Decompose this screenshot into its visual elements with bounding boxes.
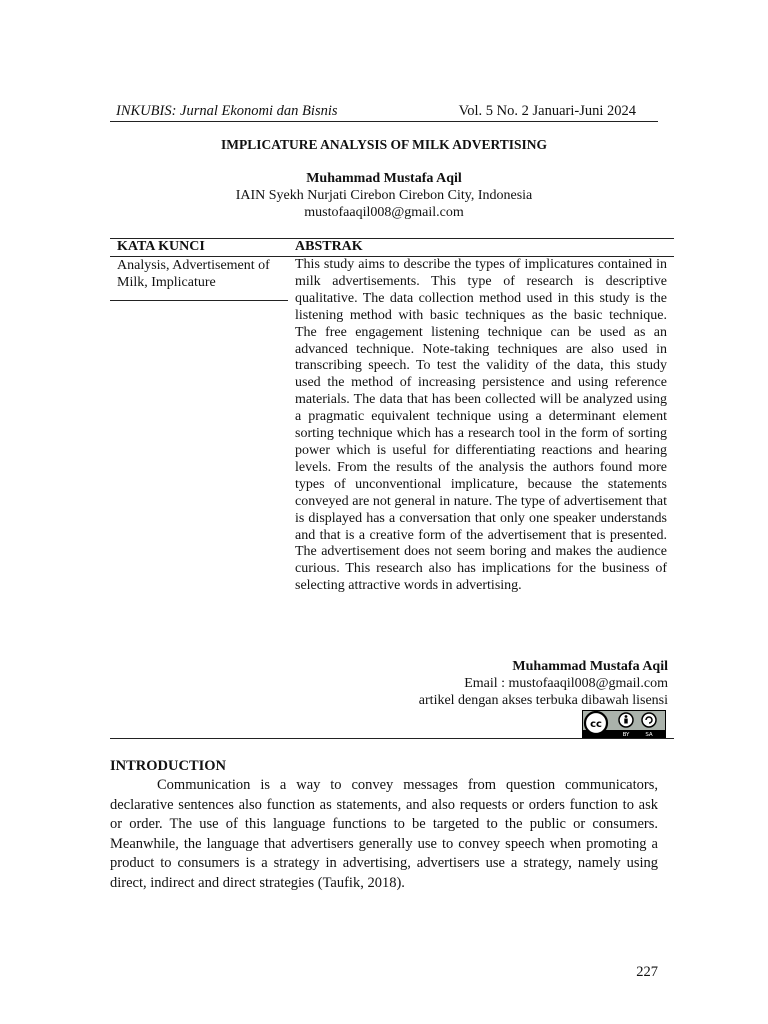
- introduction-heading: INTRODUCTION: [110, 758, 227, 774]
- license-rule: [110, 738, 674, 739]
- page-number: 227: [636, 964, 658, 980]
- article-title: IMPLICATURE ANALYSIS OF MILK ADVERTISING: [220, 137, 548, 152]
- author-affiliation: IAIN Syekh Nurjati Cirebon Cirebon City, Indonesia: [235, 188, 533, 203]
- correspondence-email: Email : mustofaaqil008@gmail.com: [464, 676, 668, 691]
- keywords-text: Analysis, Advertisement of Milk, Implicature: [117, 258, 270, 290]
- keywords-header: KATA KUNCI: [117, 239, 205, 254]
- abstract-header: ABSTRAK: [295, 239, 363, 254]
- header-rule: [110, 121, 658, 122]
- license-text: artikel dengan akses terbuka dibawah lisensi: [418, 693, 668, 708]
- keywords-rule: [110, 300, 288, 301]
- badge-sa-label: SA: [645, 732, 653, 737]
- cc-badge-graphic: [583, 711, 665, 737]
- journal-name: INKUBIS: Jurnal Ekonomi dan Bisnis: [116, 103, 338, 119]
- author-name: Muhammad Mustafa Aqil: [306, 171, 462, 186]
- svg-text:cc: cc: [590, 719, 602, 730]
- journal-volume: Vol. 5 No. 2 Januari-Juni 2024: [458, 103, 636, 119]
- badge-by-label: BY: [622, 732, 630, 737]
- introduction-paragraph: Communication is a way to convey messages from question communicators, declarative sentences also function as statements, and also requests or orders function to ask or order. The use of this language functions to be targeted to the public or consumers. Meanwhile, the language that advertisers generally use to convey speech when promoting a product to consumers is a strategy in advertising, advertisers use a strategy, namely using direct, indirect and direct strategies (Taufik, 2018).: [110, 777, 658, 891]
- correspondence-name: Muhammad Mustafa Aqil: [512, 659, 668, 674]
- cc-by-sa-icon[interactable]: [582, 710, 666, 738]
- abstract-text: This study aims to describe the types of implicatures contained in milk advertisements. This type of research is descriptive qualitative. The data collection method used in this study is the listening method with basic techniques as the basic technique. The free engagement listening technique can be used as an advanced technique. Note-taking techniques are also used in transcribing speech. To test the validity of the data, this study used the method of increasing persistence and using reference materials. The data that has been collected will be analyzed using a pragmatic equivalent technique using a determinant element sorting technique which has a research tool in the form of sorting power which is useful for differentiating reactions and hearing levels. From the results of the analysis the authors found more types of unconventional implicature, because the statements conveyed are not general in nature. The type of advertisement that is displayed has a conversation that only one speaker understands and that is a creative form of the advertisement that is presented. The advertisement does not seem boring and makes the audience curious. This research also has implications for the business of selecting attractive words in advertising.: [295, 257, 667, 594]
- author-email: mustofaaqil008@gmail.com: [304, 205, 464, 220]
